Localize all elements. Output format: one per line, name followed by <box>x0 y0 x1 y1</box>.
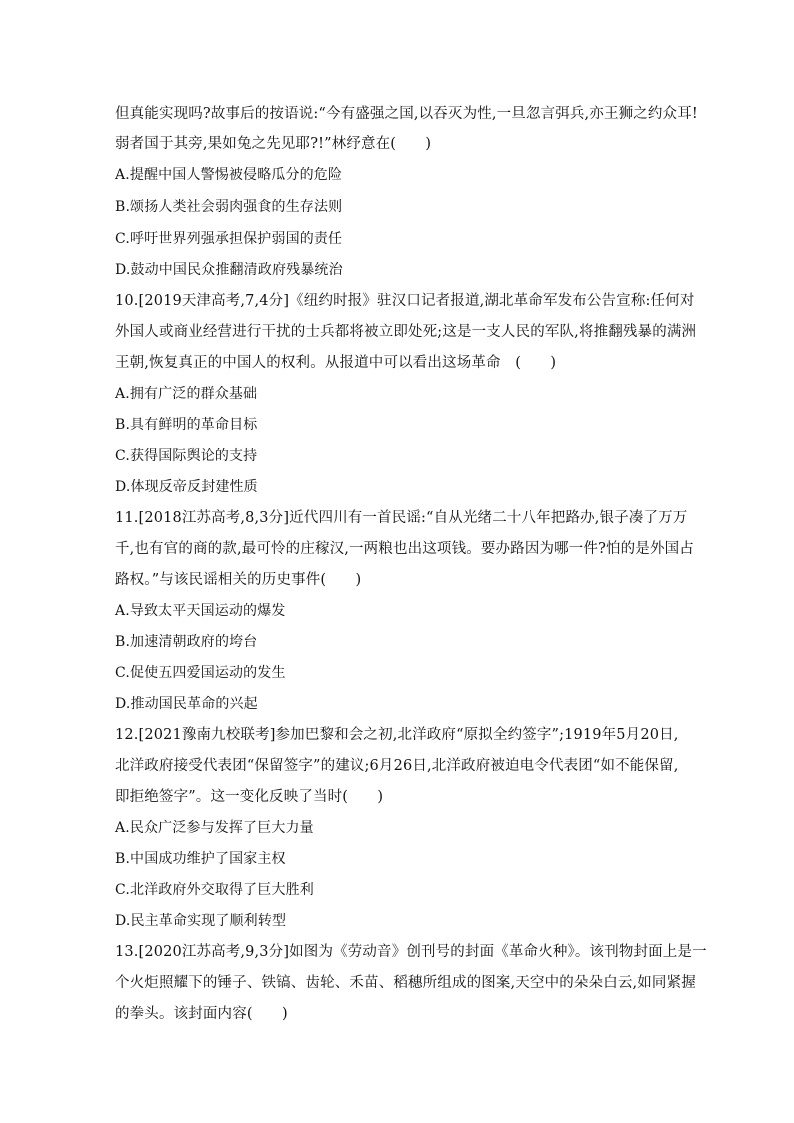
q12-option-c: C.北洋政府外交取得了巨大胜利 <box>115 882 314 898</box>
q12-option-a: A.民众广泛参与发挥了巨大力量 <box>115 820 314 836</box>
q12-option-b: B.中国成功维护了国家主权 <box>115 851 286 867</box>
q11-stem-line-3: 路权。”与该民谣相关的历史事件( ) <box>115 572 362 588</box>
q12-option-d: D.民主革命实现了顺利转型 <box>115 913 287 929</box>
q10-stem-line-2: 外国人或商业经营进行干扰的士兵都将被立即处死;这是一支人民的军队,将推翻残暴的满洲 <box>115 324 697 340</box>
q12-stem-line-1: 12.[2021豫南九校联考]参加巴黎和会之初,北洋政府“原拟全约签字”;1919年5月20日, <box>115 727 679 743</box>
q10-stem-line-3: 王朝,恢复真正的中国人的权利。从报道中可以看出这场革命 ( ) <box>115 355 557 371</box>
passage-line-2: 弱者国于其旁,果如兔之先见耶?!”林纾意在( ) <box>115 136 432 152</box>
q9-option-a: A.提醒中国人警惕被侵略瓜分的危险 <box>115 167 343 183</box>
q11-option-b: B.加速清朝政府的垮台 <box>115 634 258 650</box>
q9-option-c: C.呼吁世界列强承担保护弱国的责任 <box>115 231 343 247</box>
q11-option-c: C.促使五四爱国运动的发生 <box>115 665 286 681</box>
q11-stem-line-2: 千,也有官的商的款,最可怜的庄稼汉,一两粮也出这项钱。要办路因为哪一件?怕的是外国占 <box>115 541 694 557</box>
q13-stem-line-2: 个火炬照耀下的锤子、铁镐、齿轮、禾苗、稻穗所组成的图案,天空中的朵朵白云,如同紧握 <box>115 975 696 991</box>
q10-stem-line-1: 10.[2019天津高考,7,4分]《纽约时报》驻汉口记者报道,湖北革命军发布公告宣称:任何对 <box>115 293 695 309</box>
passage-line-1: 但真能实现吗?故事后的按语说:“今有盛强之国,以吞灭为性,一旦忽言弭兵,亦王狮之约众耳! <box>115 106 698 122</box>
q9-option-b: B.颂扬人类社会弱肉强食的生存法则 <box>115 199 343 215</box>
q12-stem-line-2: 北洋政府接受代表团“保留签字”的建议;6月26日,北洋政府被迫电令代表团“如不能保留, <box>115 758 679 774</box>
q11-option-d: D.推动国民革命的兴起 <box>115 696 258 712</box>
q10-option-d: D.体现反帝反封建性质 <box>115 479 258 495</box>
q9-option-d: D.鼓动中国民众推翻清政府残暴统治 <box>115 262 343 278</box>
q13-stem-line-3: 的拳头。该封面内容( ) <box>115 1006 288 1022</box>
q11-option-a: A.导致太平天国运动的爆发 <box>115 603 286 619</box>
q12-stem-line-3: 即拒绝签字”。这一变化反映了当时( ) <box>115 789 384 805</box>
q10-option-a: A.拥有广泛的群众基础 <box>115 386 258 402</box>
q10-option-b: B.具有鲜明的革命目标 <box>115 417 258 433</box>
q13-stem-line-1: 13.[2020江苏高考,9,3分]如图为《劳动音》创刊号的封面《革命火种》。该刊物封面上是一 <box>115 944 707 960</box>
q10-option-c: C.获得国际舆论的支持 <box>115 448 258 464</box>
q11-stem-line-1: 11.[2018江苏高考,8,3分]近代四川有一首民谣:“自从光绪二十八年把路办,银子凑了万万 <box>115 510 688 526</box>
